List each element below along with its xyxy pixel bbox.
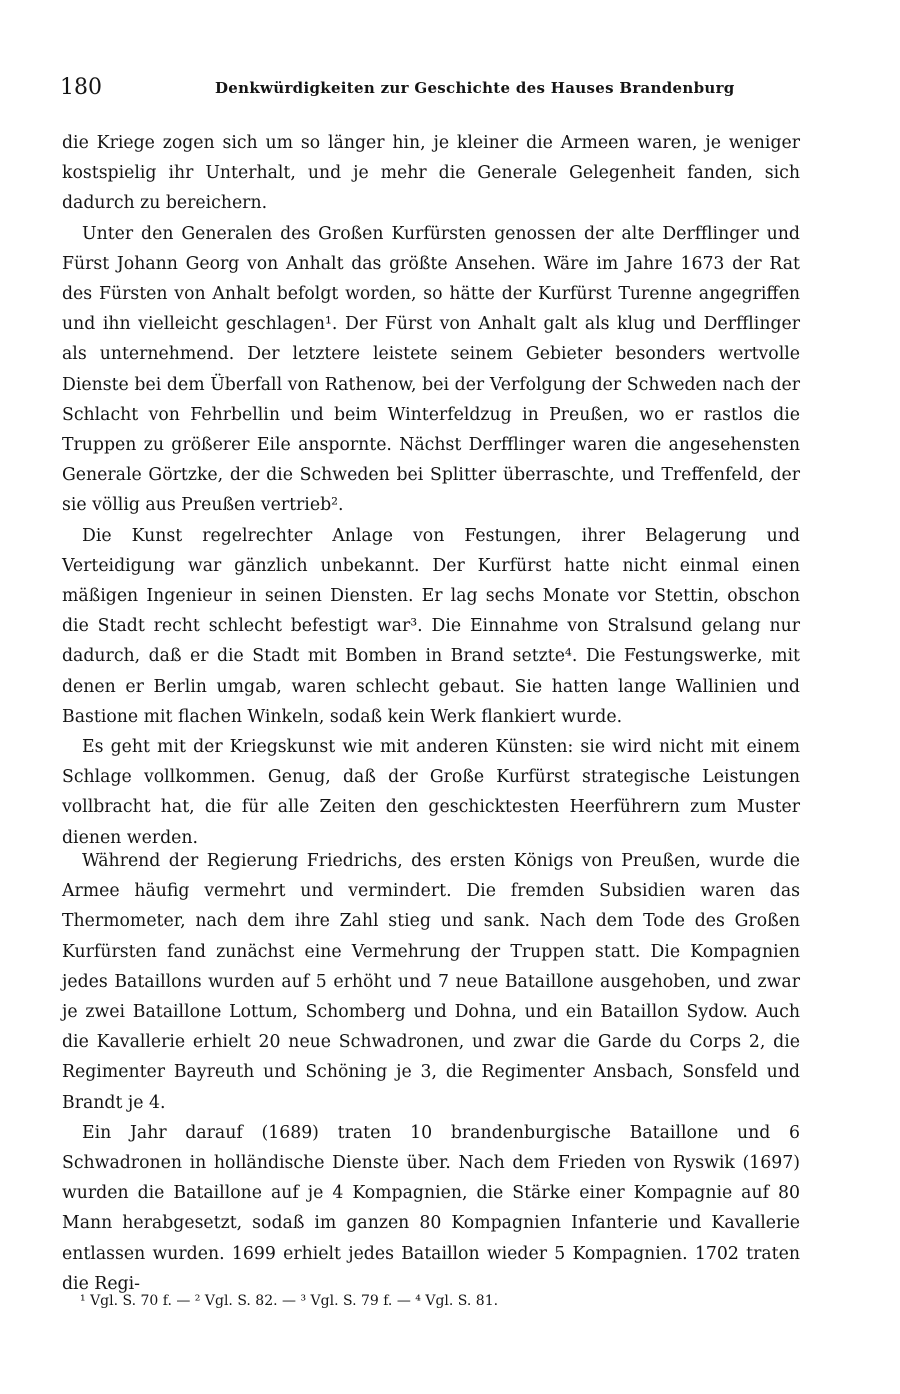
paragraph: Während der Regierung Friedrichs, des ersten Königs von Preußen, wurde die Armee häufig vermehrt und vermindert. Die fremden Subsidien waren das Thermometer, nach dem ihre Zahl stieg und sank. Nach dem Tode des Großen Kurfürsten fand zunächst eine Vermehrung der Truppen statt. Die Kompagnien jedes Bataillons wurden auf 5 erhöht und 7 neue Bataillone ausgehoben, und zwar je zwei Bataillone Lottum, Schomberg und Dohna, und ein Bataillon Sydow. Auch die Kavallerie erhielt 20 neue Schwadronen, und zwar die Garde du Corps 2, die Regimenter Bayreuth und Schöning je 3, die Regimenter Ansbach, Sonsfeld und Brandt je 4. (62, 851, 800, 1113)
paragraph: Ein Jahr darauf (1689) traten 10 brandenburgische Bataillone und 6 Schwadronen in holländische Dienste über. Nach dem Frieden von Ryswik (1697) wurden die Bataillone auf je 4 Kompagnien, die Stärke einer Kompagnie auf 80 Mann herabgesetzt, sodaß im ganzen 80 Kompagnien Infanterie und Kavallerie entlassen wurden. 1699 erhielt jedes Bataillon wieder 5 Kompagnien. 1702 traten die Regi- (62, 1122, 800, 1294)
section-2 (62, 846, 800, 1299)
page-number: 180 (60, 75, 102, 100)
paragraph: Es geht mit der Kriegskunst wie mit anderen Künsten: sie wird nicht mit einem Schlage vollkommen. Genug, daß der Große Kurfürst strategische Leistungen vollbracht hat, die für alle Zeiten den geschicktesten Heerführern zum Muster dienen werden. (62, 737, 800, 848)
running-head (60, 74, 802, 106)
running-title: Denkwürdigkeiten zur Geschichte des Hauses Brandenburg (215, 79, 735, 97)
section-1 (62, 128, 800, 853)
footnotes: ¹ Vgl. S. 70 f. — ² Vgl. S. 82. — ³ Vgl. S. 79 f. — ⁴ Vgl. S. 81. (80, 1293, 499, 1309)
paragraph-continuation: die Kriege zogen sich um so länger hin, je kleiner die Armeen waren, je weniger kostspielig ihr Unterhalt, und je mehr die Generale Gelegenheit fanden, sich dadurch zu bereichern. (62, 133, 800, 214)
paragraph: Die Kunst regelrechter Anlage von Festungen, ihrer Belagerung und Verteidigung war gänzlich unbekannt. Der Kurfürst hatte nicht einmal einen mäßigen Ingenieur in seinen Diensten. Er lag sechs Monate vor Stettin, obschon die Stadt recht schlecht befestigt war³. Die Einnahme von Stralsund gelang nur dadurch, daß er die Stadt mit Bomben in Brand setzte⁴. Die Festungswerke, mit denen er Berlin umgab, waren schlecht gebaut. Sie hatten lange Wallinien und Bastione mit flachen Winkeln, sodaß kein Werk flankiert wurde. (62, 525, 800, 727)
paragraph: Unter den Generalen des Großen Kurfürsten genossen der alte Derfflinger und Fürst Johann Georg von Anhalt das größte Ansehen. Wäre im Jahre 1673 der Rat des Fürsten von Anhalt befolgt worden, so hätte der Kurfürst Turenne angegriffen und ihn vielleicht geschlagen¹. Der Fürst von Anhalt galt als klug und Derfflinger als unternehmend. Der letztere leistete seinem Gebieter besonders wertvolle Dienste bei dem Überfall von Rathenow, bei der Verfolgung der Schweden nach der Schlacht von Fehrbellin und beim Winterfeldzug in Preußen, wo er rastlos die Truppen zu größerer Eile anspornte. Nächst Derfflinger waren die angesehensten Generale Görtzke, der die Schweden bei Splitter überraschte, und Treffenfeld, der sie völlig aus Preußen vertrieb². (62, 223, 800, 516)
